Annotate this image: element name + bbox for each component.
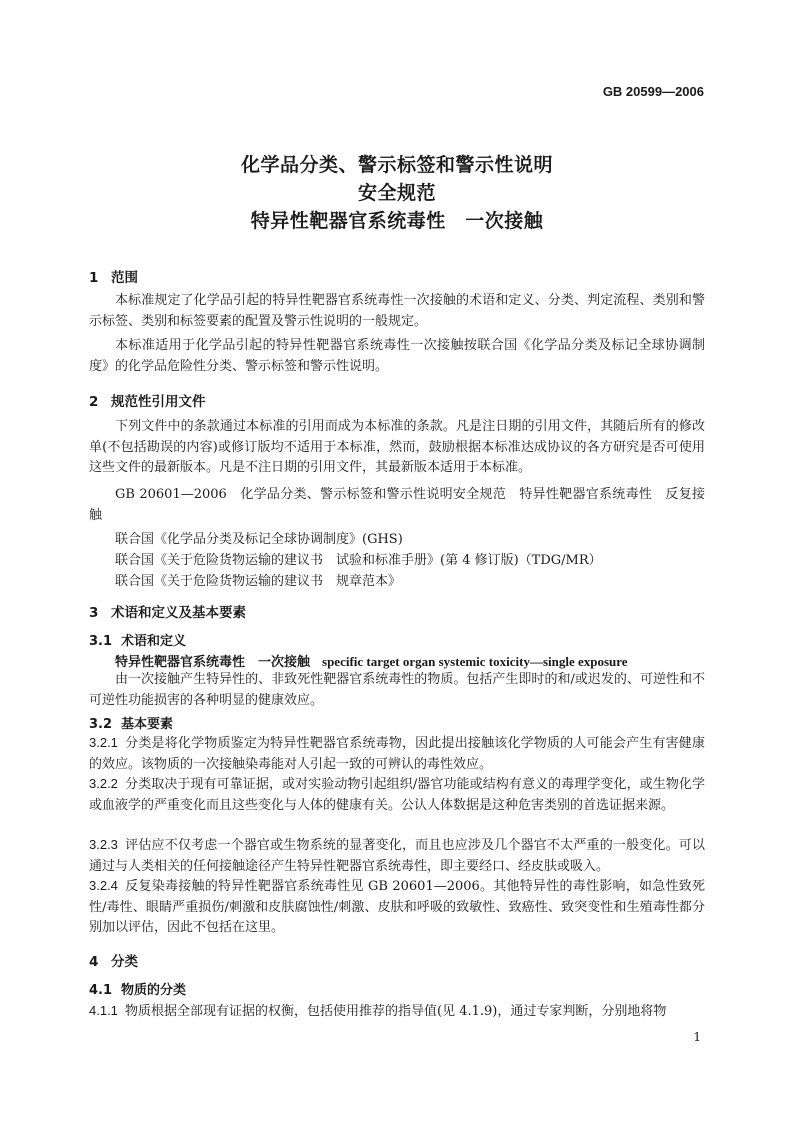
- section-2-paragraph-1: 下列文件中的条款通过本标准的引用而成为本标准的条款。凡是注日期的引用文件，其随后所有的修改单(不包括勘误的内容)或修订版均不适用于本标准，然而，鼓励根据本标准达成协议的各方研究是否可使用这些文件的最新版本。凡是不注日期的引用文件，其最新版本适用于本标准。: [89, 419, 705, 475]
- section-1-paragraph-2: 本标准适用于化学品引起的特异性靶器官系统毒性一次接触按联合国《化学品分类及标记全球协调制度》的化学品危险性分类、警示标签和警示性说明。: [89, 338, 705, 374]
- clause-number: 3.2.3: [89, 837, 118, 852]
- title-line-3: 特异性靶器官系统毒性 一次接触: [250, 210, 544, 232]
- subsection-title: 术语和定义: [121, 634, 187, 649]
- section-3-heading: [89, 601, 246, 621]
- section-number: 2: [89, 394, 99, 410]
- section-title: 分类: [111, 954, 138, 970]
- section-1-paragraph-1: 本标准规定了化学品引起的特异性靶器官系统毒性一次接触的术语和定义、分类、判定流程、类别和警示标签、类别和标签要素的配置及警示性说明的一般规定。: [89, 293, 705, 329]
- clause-text: 物质根据全部现有证据的权衡，包括使用推荐的指导值(见 4.1.9)，通过专家判断，分别地将物: [125, 1004, 667, 1019]
- clause-3-2-4: [89, 876, 705, 939]
- subsection-number: 3.2: [89, 717, 113, 732]
- standard-code: GB 20599—2006: [602, 84, 704, 99]
- term-english: specific target organ systemic toxicity—single exposure: [322, 654, 628, 669]
- section-2-heading: [89, 390, 206, 410]
- term-definition: 由一次接触产生特异性的、非致死性靶器官系统毒性的物质。包括产生即时的和/或迟发的、可逆性和不可逆性功能损害的各种明显的健康效应。: [89, 672, 705, 708]
- section-4-heading: [89, 950, 138, 970]
- section-title: 术语和定义及基本要素: [111, 605, 246, 621]
- reference-ghs: 联合国《化学品分类及标记全球协调制度》(GHS): [115, 532, 403, 547]
- reference-gb-20601: GB 20601—2006 化学品分类、警示标签和警示性说明安全规范 特异性靶器官系统毒性 反复接触: [89, 487, 705, 523]
- clause-3-2-3: [89, 835, 705, 877]
- title-line-2: 安全规范: [357, 182, 436, 204]
- clause-number: 3.2.4: [89, 878, 118, 893]
- clause-3-2-2: [89, 774, 705, 816]
- term-entry: [115, 651, 628, 670]
- section-1-heading: [89, 266, 138, 286]
- clause-text: 反复染毒接触的特异性靶器官系统毒性见 GB 20601—2006。其他特异性的毒性影响，如急性致死性/毒性、眼睛严重损伤/刺激和皮肤腐蚀性/刺激、皮肤和呼吸的致敏性、致癌性、致突变性和生殖毒性都分别加以评估，因此不包括在这里。: [89, 879, 705, 935]
- section-number: 1: [89, 270, 99, 286]
- clause-text: 分类是将化学物质鉴定为特异性靶器官系统毒物，因此提出接触该化学物质的人可能会产生有害健康的效应。该物质的一次接触染毒能对人引起一致的可辨认的毒性效应。: [89, 736, 705, 772]
- subsection-number: 4.1: [89, 983, 113, 998]
- title-line-1: 化学品分类、警示标签和警示性说明: [240, 154, 553, 176]
- clause-4-1-1: [89, 1000, 666, 1019]
- subsection-title: 基本要素: [121, 717, 174, 732]
- clause-number: 3.2.2: [89, 776, 118, 791]
- page-number: 1: [693, 1030, 701, 1044]
- reference-tdg-mr: 联合国《关于危险货物运输的建议书 试验和标准手册》(第 4 修订版)（TDG/MR）: [115, 553, 602, 568]
- section-title: 范围: [111, 270, 138, 286]
- clause-number: 4.1.1: [89, 1003, 118, 1018]
- reference-model-regulations: 联合国《关于危险货物运输的建议书 规章范本》: [115, 574, 402, 589]
- subsection-3-2-heading: [89, 713, 173, 732]
- section-title: 规范性引用文件: [111, 394, 206, 410]
- term-chinese: 特异性靶器官系统毒性 一次接触: [115, 655, 311, 670]
- clause-text: 分类取决于现有可靠证据，或对实验动物引起组织/器官功能或结构有意义的毒理学变化，或生物化学或血液学的严重变化而且这些变化与人体的健康有关。公认人体数据是这种危害类别的首选证据来源。: [89, 777, 705, 813]
- clause-number: 3.2.1: [89, 735, 118, 750]
- subsection-number: 3.1: [89, 634, 113, 649]
- subsection-3-1-heading: [89, 630, 186, 649]
- clause-3-2-1: [89, 733, 705, 775]
- section-number: 4: [89, 954, 99, 970]
- subsection-title: 物质的分类: [121, 983, 187, 998]
- section-number: 3: [89, 605, 99, 621]
- subsection-4-1-heading: [89, 979, 186, 998]
- clause-text: 评估应不仅考虑一个器官或生物系统的显著变化，而且也应涉及几个器官不太严重的一般变化。可以通过与人类相关的任何接触途径产生特异性靶器官系统毒性，即主要经口、经皮肤或吸入。: [89, 838, 705, 874]
